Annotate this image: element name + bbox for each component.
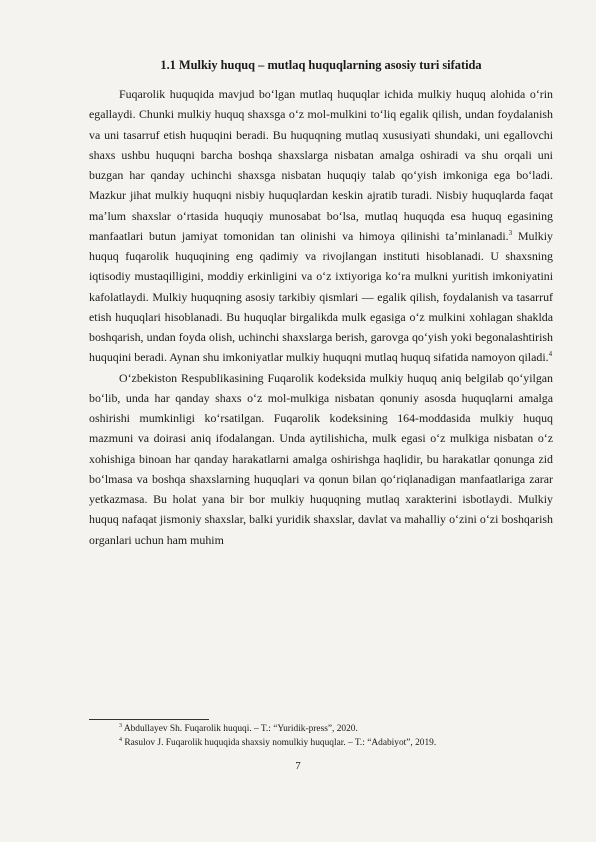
page-number: 7 xyxy=(295,760,301,772)
footnote-4-number: 4 xyxy=(119,736,122,743)
footnote-ref-4[interactable]: 4 xyxy=(548,350,553,359)
paragraph-1 xyxy=(89,84,553,368)
paragraph-1-part-a: Fuqarolik huquqida mavjud boʻlgan mutlaq huquqlar ichida mulkiy huquq alohida oʻrin egallaydi. Chunki mulkiy huquq shaxsga oʻz mol-mulkini toʻliq egalik qilish, undan foydalanish va uni tasarruf etish huquqini beradi. Bu huquqning mutlaq xususiyati shundaki, uni egallovchi shaxs ushbu huquqni barcha boshqa shaxslarga nisbatan amalga oshiradi va shu orqali uni buzgan har qanday uchinchi shaxsga nisbatan huquqiy talab qoʻyish imkoniga ega boʻladi. Mazkur jihat mulkiy huquqni nisbiy huquqlardan keskin ajratib turadi. Nisbiy huquqlarda faqat maʼlum shaxslar oʻrtasida huquqiy munosabat boʻlsa, mutlaq huquqda esa huquq egasining manfaatlari butun jamiyat tomonidan tan olinishi va himoya qilinishi taʼminlanadi. xyxy=(89,87,553,243)
footnotes xyxy=(89,719,553,750)
footnote-3-text: Abdullayev Sh. Fuqarolik huquqi. – T.: “Yuridik-press”, 2020. xyxy=(122,724,358,734)
section-heading: 1.1 Mulkiy huquq – mutlaq huquqlarning asosiy turi sifatida xyxy=(160,58,482,72)
footnote-3-number: 3 xyxy=(119,722,122,729)
footnote-3 xyxy=(89,722,553,736)
paragraph-2: Oʻzbekiston Respublikasining Fuqarolik kodeksida mulkiy huquq aniq belgilab qoʻyilgan boʻlib, unda har qanday shaxs oʻz mol-mulkiga nisbatan qonuniy asosda huquqlarni amalga oshirishi mumkinligi koʻrsatilgan. Fuqarolik kodeksining 164-moddasida mulkiy huquq mazmuni va doirasi aniq ifodalangan. Unda aytilishicha, mulk egasi oʻz mulkiga nisbatan oʻz xohishiga binoan har qanday harakatlarni amalga oshirishga haqlidir, bu harakatlar qonunga zid boʻlmasa va boshqa shaxslarning huquqlari va qonun bilan qoʻriqlanadigan manfaatlariga zarar yetkazmasa. Bu holat yana bir bor mulkiy huquqning mutlaq xarakterini isbotlaydi. Mulkiy huquq nafaqat jismoniy shaxslar, balki yuridik shaxslar, davlat va mahalliy oʻzini oʻzi boshqarish organlari uchun ham muhim xyxy=(89,370,553,547)
footnote-4-text: Rasulov J. Fuqarolik huquqida shaxsiy nomulkiy huquqlar. – T.: “Adabiyot”, 2019. xyxy=(122,738,437,748)
footnote-4 xyxy=(89,736,553,750)
paragraph-1-part-b: Mulkiy huquq fuqarolik huquqining eng qadimiy va rivojlangan instituti hisoblanadi. U shaxsning iqtisodiy mustaqilligini, moddiy erkinligini va oʻz ixtiyoriga koʻra mulkni yuritish imkoniyatini kafolatlaydi. Mulkiy huquqning asosiy tarkibiy qismlari — egalik qilish, foydalanish va tasarruf etish huquqlari hisoblanadi. Bu huquqlar birgalikda mulk egasiga oʻz mulkini xohlagan shaklda boshqarish, undan foyda olish, uchinchi shaxslarga berish, garovga qoʻyish yoki begonalashtirish huquqini beradi. Aynan shu imkoniyatlar mulkiy huquqni mutlaq huquq sifatida namoyon qiladi. xyxy=(89,228,553,365)
footnote-ref-3[interactable]: 3 xyxy=(508,228,513,237)
footnote-divider xyxy=(89,719,209,720)
main-text xyxy=(89,58,553,550)
